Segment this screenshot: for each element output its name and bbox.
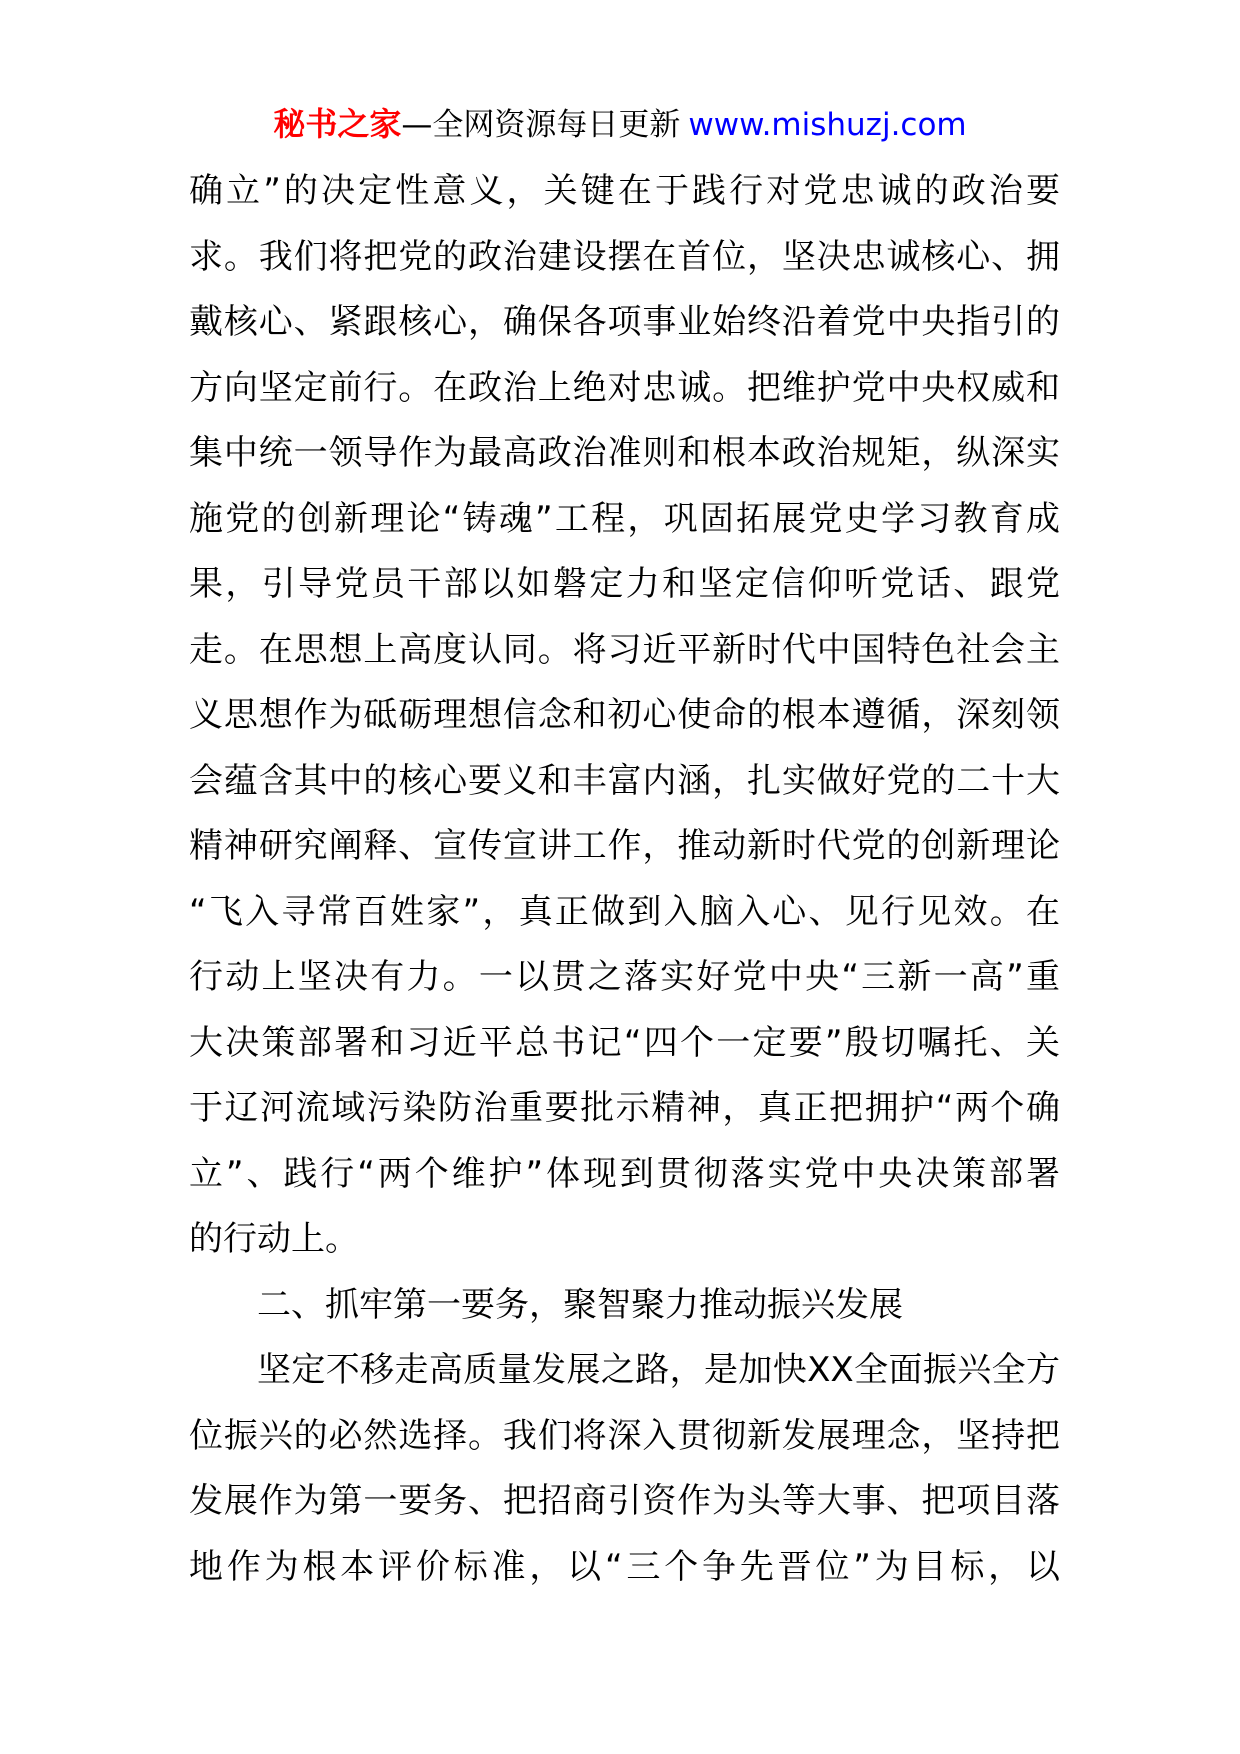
body-text-line: 于辽河流域污染防治重要批示精神，真正把拥护“两个确 (189, 1088, 1060, 1128)
site-header (0, 102, 1240, 147)
section-heading-block (189, 1273, 1060, 1339)
body-text-line: 施党的创新理论“铸魂”工程，巩固拓展党史学习教育成 (189, 498, 1060, 539)
body-text-line: 走。在思想上高度认同。将习近平新时代中国特色社会主 (189, 629, 1060, 670)
body-text-line: 集中统一领导作为最高政治准则和根本政治规矩，纵深实 (189, 433, 1060, 473)
body-text-line: “飞入寻常百姓家”，真正做到入脑入心、见行见效。在 (189, 891, 1060, 932)
site-tagline: —全网资源每日更新 (401, 107, 681, 143)
paragraph (189, 1338, 1060, 1600)
body-text-line: 的行动上。 (189, 1219, 359, 1259)
body-text-line: 果，引导党员干部以如磐定力和坚定信仰听党话、跟党 (189, 564, 1060, 604)
body-text-line: 地作为根本评价标准，以“三个争先晋位”为目标，以 (189, 1546, 1060, 1587)
section-heading: 二、抓牢第一要务，聚智聚力推动振兴发展 (257, 1284, 903, 1325)
body-text-line: 方向坚定前行。在政治上绝对忠诚。把维护党中央权威和 (189, 367, 1060, 408)
body-text-line: 会蕴含其中的核心要义和丰富内涵，扎实做好党的二十大 (189, 760, 1060, 801)
body-text-line: 发展作为第一要务、把招商引资作为头等大事、把项目落 (189, 1481, 1060, 1521)
body-text-line: 确立”的决定性意义，关键在于践行对党忠诚的政治要 (189, 171, 1060, 211)
body-text-line: 坚定不移走高质量发展之路，是加快XX全面振兴全方 (257, 1350, 1060, 1390)
body-text-line: 大决策部署和习近平总书记“四个一定要”殷切嘱托、关 (189, 1022, 1060, 1063)
body-text-line: 立”、践行“两个维护”体现到贯彻落实党中央决策部署 (189, 1153, 1060, 1194)
document-body (189, 159, 1060, 1600)
body-text-line: 戴核心、紧跟核心，确保各项事业始终沿着党中央指引的 (189, 302, 1060, 342)
body-text-line: 行动上坚决有力。一以贯之落实好党中央“三新一高”重 (189, 957, 1060, 997)
site-url: www.mishuzj.com (688, 107, 967, 143)
body-text-line: 求。我们将把党的政治建设摆在首位，坚决忠诚核心、拥 (189, 236, 1060, 277)
body-text-line: 义思想作为砥砺理想信念和初心使命的根本遵循，深刻领 (189, 695, 1060, 735)
paragraph (189, 159, 1060, 1273)
site-brand: 秘书之家 (273, 105, 402, 143)
body-text-line: 精神研究阐释、宣传宣讲工作，推动新时代党的创新理论 (189, 826, 1060, 866)
body-text-line: 位振兴的必然选择。我们将深入贯彻新发展理念，坚持把 (189, 1415, 1060, 1456)
